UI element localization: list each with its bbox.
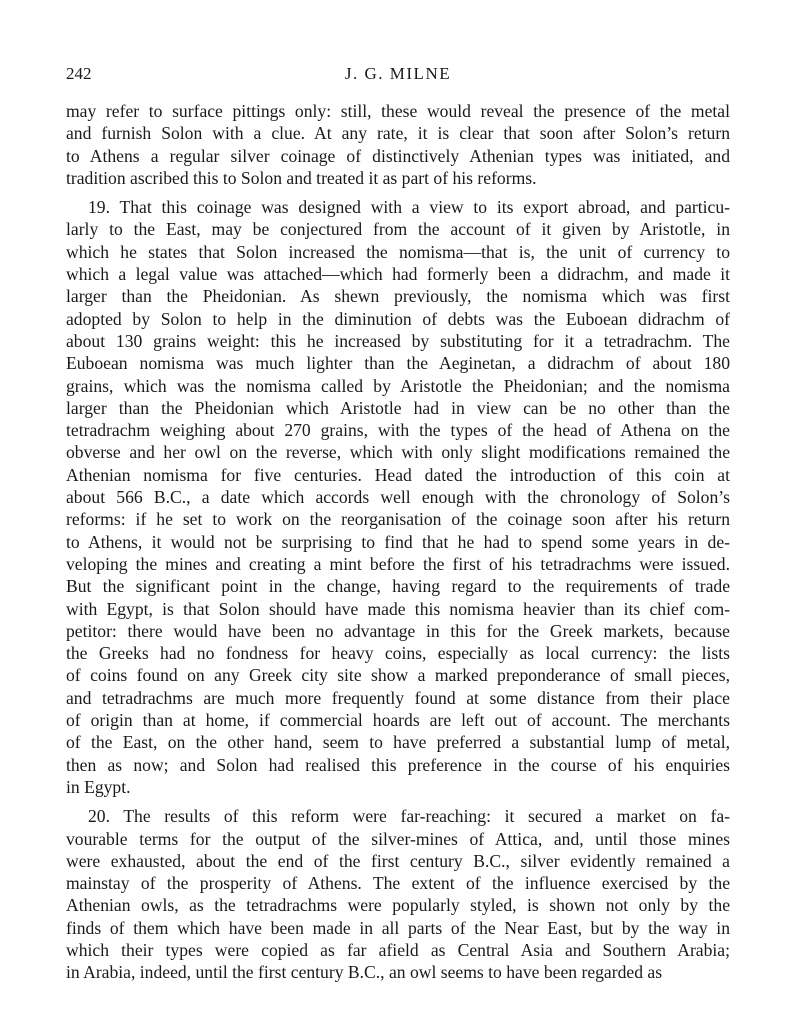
text-line: which their types were copied as far afield as Central Asia and Southern Arabia; <box>66 939 730 960</box>
text-line: veloping the mines and creating a mint before the first of his tetradrachms were issued. <box>66 553 730 574</box>
text-line: obverse and her owl on the reverse, which with only slight modifications remained the <box>66 442 730 463</box>
text-line: the Greeks had no fondness for heavy coins, especially as local currency: the lists <box>66 643 730 664</box>
text-line: of origin than at home, if commercial hoards are left out of account. The merchants <box>66 710 730 731</box>
body-text <box>66 100 730 984</box>
text-line: larger than the Pheidonian which Aristotle had in view can be no other than the <box>66 397 730 418</box>
text-line: tetradrachm weighing about 270 grains, with the types of the head of Athena on the <box>66 420 730 441</box>
text-line: But the significant point in the change, having regard to the requirements of trade <box>66 576 730 597</box>
text-line: 19. That this coinage was designed with a view to its export abroad, and particu- <box>88 197 730 218</box>
text-line: larger than the Pheidonian. As shewn previously, the nomisma which was first <box>66 286 730 307</box>
text-line: about 130 grains weight: this he increased by substituting for it a tetradrachm. The <box>66 330 730 351</box>
text-line: to Athens, it would not be surprising to find that he had to spend some years in de- <box>66 531 730 552</box>
running-title: J. G. MILNE <box>344 64 452 83</box>
text-line: in Egypt. <box>66 776 131 797</box>
paragraph <box>66 196 730 798</box>
text-line: may refer to surface pittings only: still, these would reveal the presence of the metal <box>66 101 730 121</box>
paragraph <box>66 805 730 983</box>
text-line: 20. The results of this reform were far-reaching: it secured a market on fa- <box>88 806 730 827</box>
text-line: and furnish Solon with a clue. At any rate, it is clear that soon after Solon’s return <box>66 123 730 144</box>
text-line: in Arabia, indeed, until the first century B.C., an owl seems to have been regarded as <box>66 962 663 983</box>
text-line: then as now; and Solon had realised this preference in the course of his enquiries <box>66 754 730 775</box>
text-line: tradition ascribed this to Solon and treated it as part of his reforms. <box>66 167 537 188</box>
page-number: 242 <box>66 64 92 83</box>
text-line: to Athens a regular silver coinage of distinctively Athenian types was initiated, and <box>66 145 730 166</box>
text-line: which a legal value was attached—which had formerly been a didrachm, and made it <box>66 264 730 285</box>
text-line: Athenian nomisma for five centuries. Head dated the introduction of this coin at <box>66 464 730 485</box>
text-line: with Egypt, is that Solon should have made this nomisma heavier than its chief com- <box>66 598 730 619</box>
text-line: adopted by Solon to help in the diminution of debts was the Euboean didrachm of <box>66 308 730 329</box>
text-line: Euboean nomisma was much lighter than the Aeginetan, a didrachm of about 180 <box>66 353 730 374</box>
text-line: which he states that Solon increased the nomisma—that is, the unit of currency to <box>66 241 730 262</box>
text-line: grains, which was the nomisma called by Aristotle the Pheidonian; and the nomisma <box>66 375 730 396</box>
text-line: vourable terms for the output of the silver-mines of Attica, and, until those mines <box>66 828 730 849</box>
text-line: of the East, on the other hand, seem to have preferred a substantial lump of metal, <box>66 732 730 753</box>
text-line: larly to the East, may be conjectured from the account of it given by Aristotle, in <box>66 219 730 240</box>
text-line: were exhausted, about the end of the first century B.C., silver evidently remained a <box>66 850 730 871</box>
text-line: of coins found on any Greek city site show a marked preponderance of small pieces, <box>66 665 730 686</box>
text-line: petitor: there would have been no advantage in this for the Greek markets, because <box>66 620 730 641</box>
text-line: Athenian owls, as the tetradrachms were popularly styled, is shown not only by the <box>66 895 730 916</box>
paragraph <box>66 100 730 189</box>
text-line: mainstay of the prosperity of Athens. The extent of the influence exercised by the <box>66 873 730 894</box>
text-line: about 566 B.C., a date which accords well enough with the chronology of Solon’s <box>66 487 730 508</box>
text-line: and tetradrachms are much more frequently found at some distance from their place <box>66 687 730 708</box>
text-line: reforms: if he set to work on the reorganisation of the coinage soon after his return <box>66 509 730 530</box>
text-line: finds of them which have been made in all parts of the Near East, but by the way in <box>66 917 730 938</box>
running-head <box>66 64 730 86</box>
